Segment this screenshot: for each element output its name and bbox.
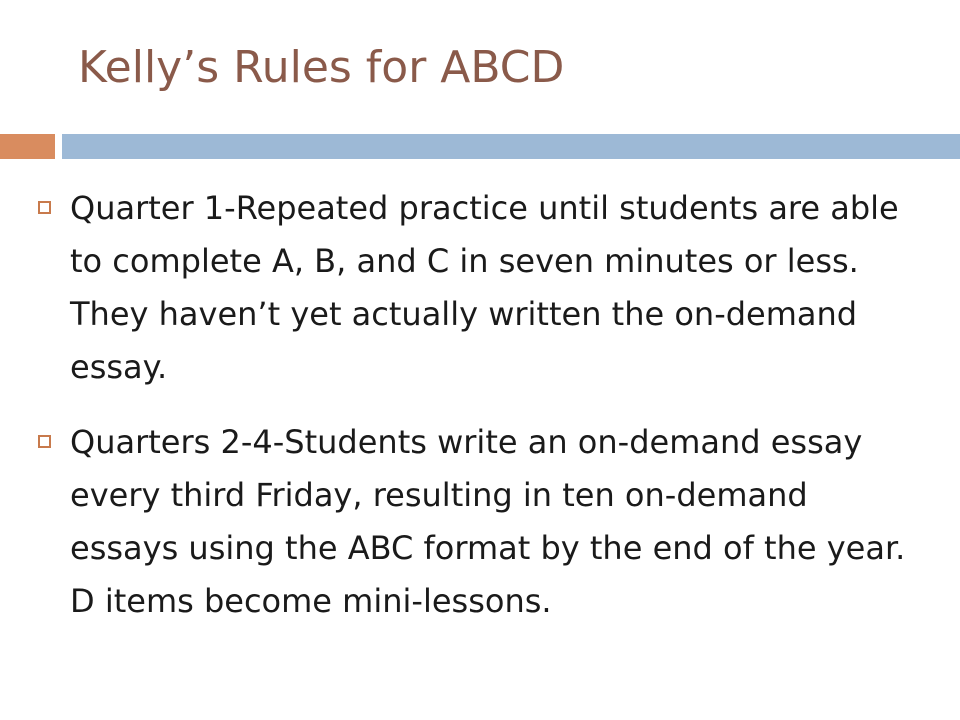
bullet-item-quarters-2-4 bbox=[36, 416, 916, 628]
slide-title: Kelly’s Rules for ABCD bbox=[78, 42, 565, 93]
title-rule-bar bbox=[62, 134, 960, 159]
hollow-square-icon bbox=[38, 435, 51, 448]
bullet-text-quarter-1: Quarter 1-Repeated practice until students are able to complete A, B, and C in seven minutes or less. They haven’t yet actually written the on-demand essay. bbox=[70, 189, 899, 386]
hollow-square-icon bbox=[38, 201, 51, 214]
bullet-item-quarter-1 bbox=[36, 182, 916, 394]
title-accent-bar bbox=[0, 134, 55, 159]
bullet-list bbox=[36, 182, 916, 650]
bullet-text-quarters-2-4: Quarters 2-4-Students write an on-demand essay every third Friday, resulting in ten on-demand essays using the ABC format by the end of the year. D items become mini-lessons. bbox=[70, 423, 906, 620]
